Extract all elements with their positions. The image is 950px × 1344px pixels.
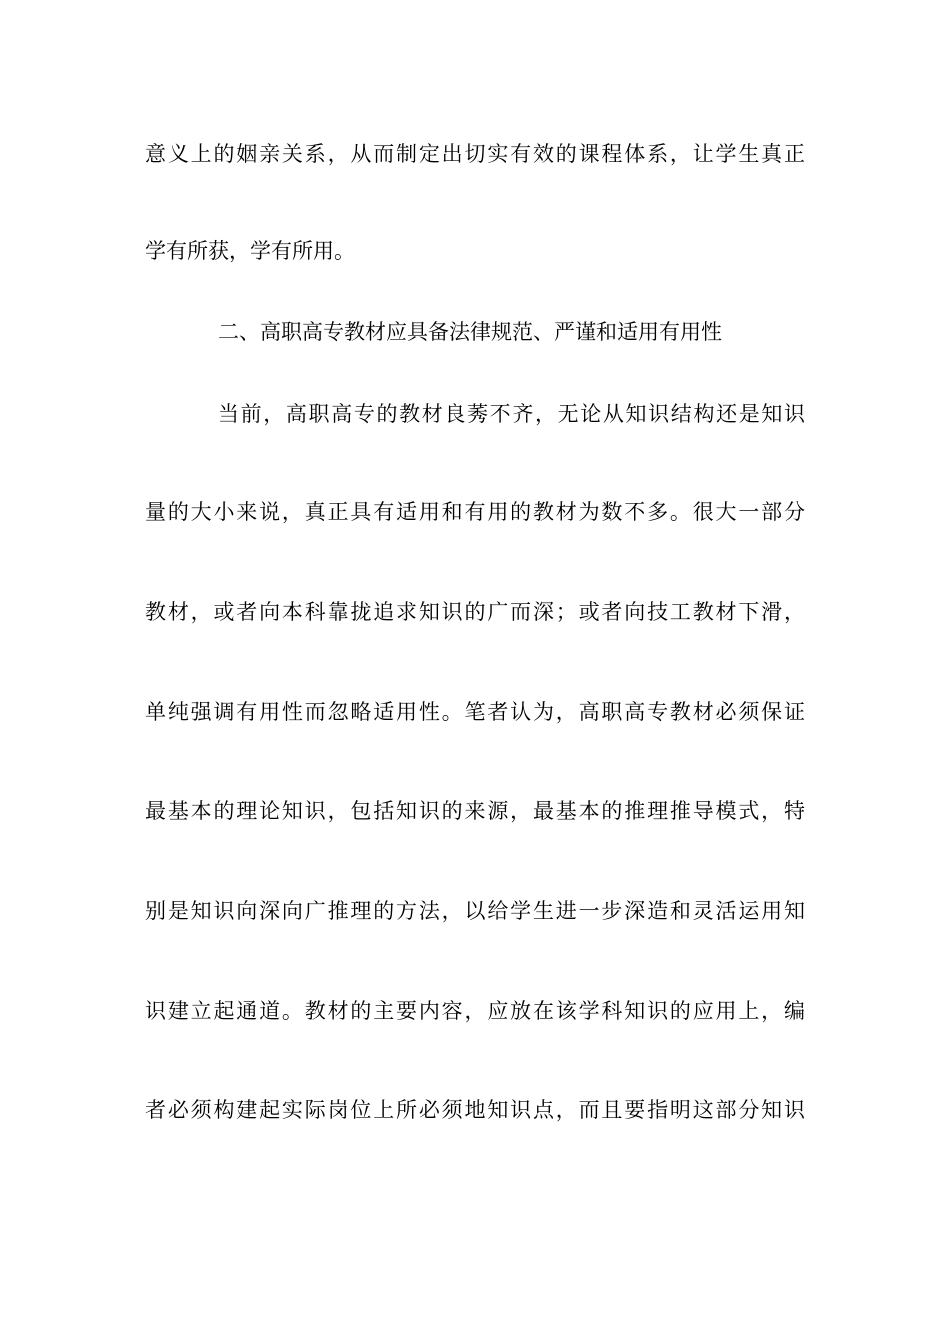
section-heading: 二、高职高专教材应具备法律规范、严谨和适用有用性	[218, 320, 722, 344]
paragraph-line: 学有所获，学有所用。	[145, 239, 355, 263]
paragraph-line: 量的大小来说，真正具有适用和有用的教材为数不多。很大一部分	[145, 500, 805, 524]
paragraph-line: 别是知识向深向广推理的方法，以给学生进一步深造和灵活运用知	[145, 899, 805, 923]
paragraph-line: 单纯强调有用性而忽略适用性。笔者认为，高职高专教材必须保证	[145, 700, 805, 724]
paragraph-line: 当前，高职高专的教材良莠不齐，无论从知识结构还是知识	[218, 402, 805, 426]
paragraph-line: 最基本的理论知识，包括知识的来源，最基本的推理推导模式，特	[145, 799, 805, 823]
paragraph-line: 者必须构建起实际岗位上所必须地知识点，而且要指明这部分知识	[145, 1098, 805, 1122]
paragraph-line: 教材，或者向本科靠拢追求知识的广而深；或者向技工教材下滑，	[145, 600, 805, 624]
paragraph-line: 识建立起通道。教材的主要内容，应放在该学科知识的应用上，编	[145, 999, 805, 1023]
paragraph-line: 意义上的姻亲关系，从而制定出切实有效的课程体系，让学生真正	[145, 142, 805, 166]
